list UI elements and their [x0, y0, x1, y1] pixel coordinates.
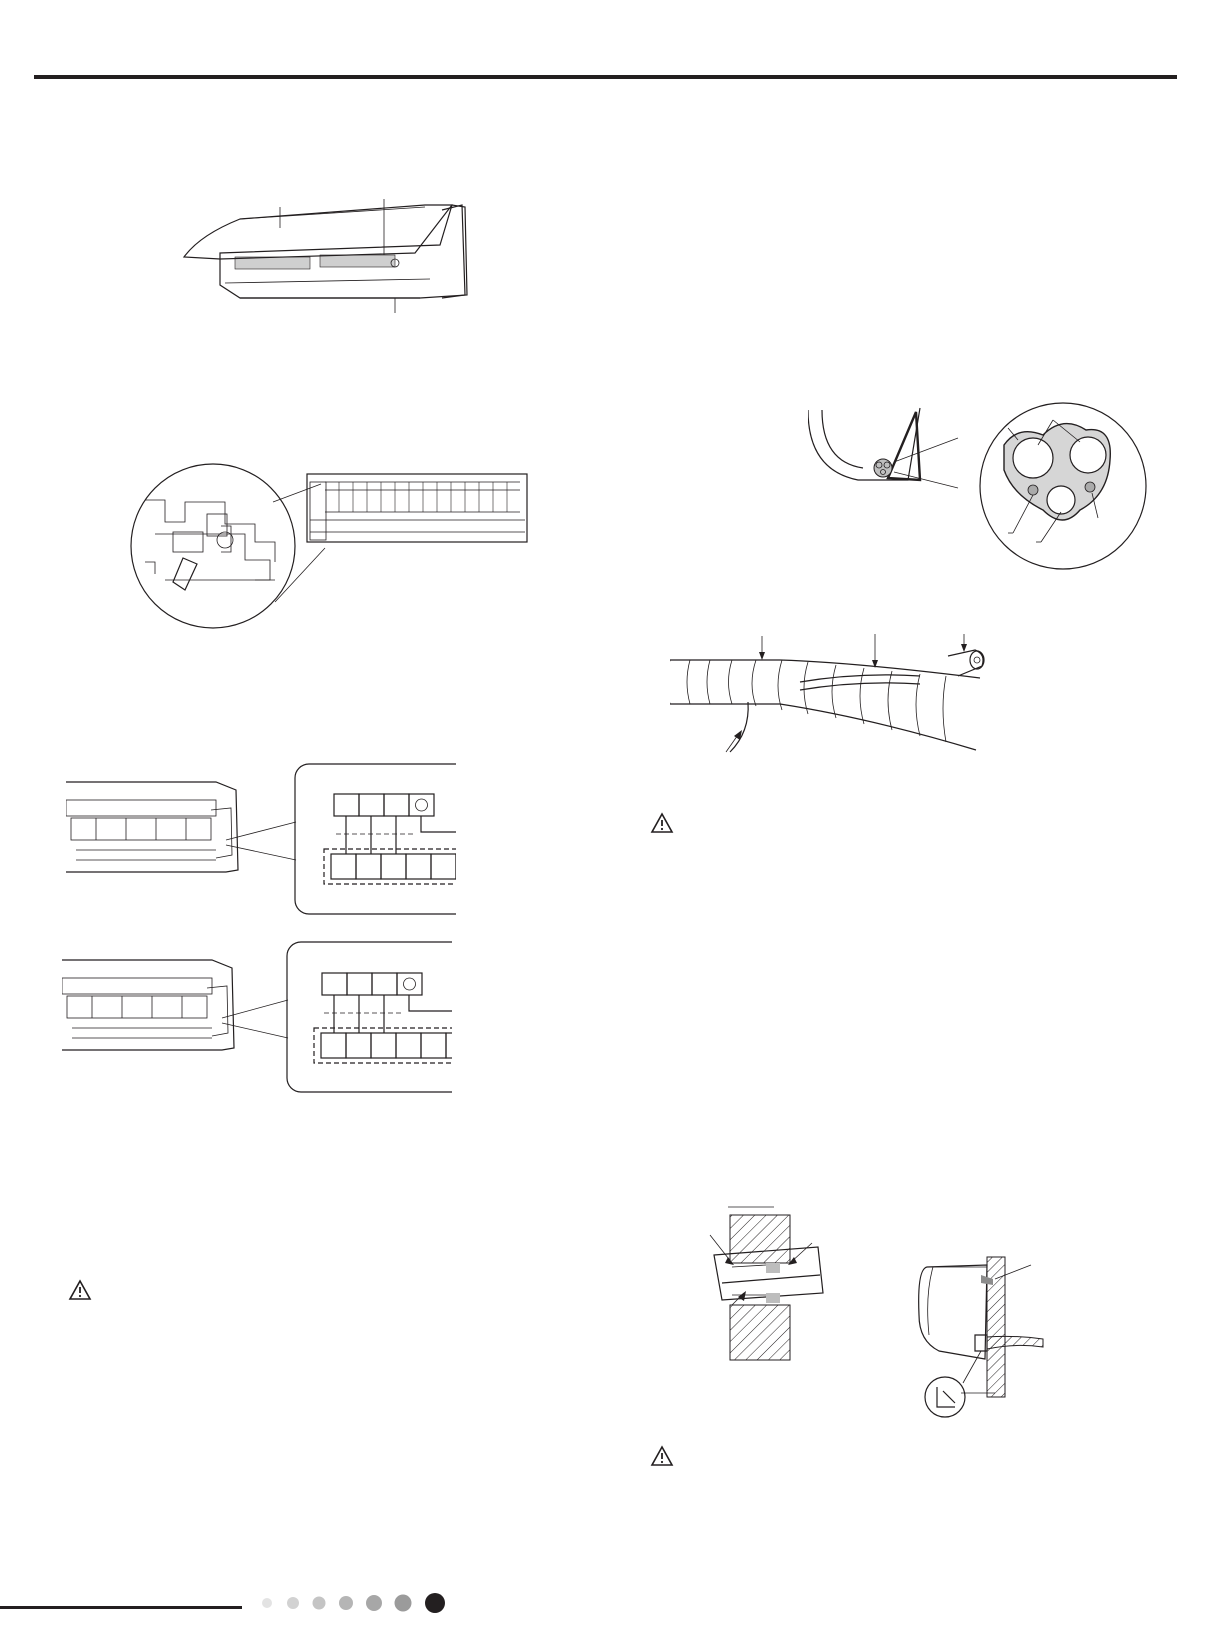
- progress-dot: [339, 1596, 353, 1610]
- warning-triangle-icon: [68, 1279, 92, 1301]
- progress-dot: [395, 1595, 412, 1612]
- warning-triangle-icon: [650, 1445, 674, 1467]
- progress-dot: [313, 1597, 326, 1610]
- pipe-wrapping-figure: [670, 632, 990, 764]
- unit-on-wall-plate-figure: [915, 1255, 1050, 1420]
- top-rule: [34, 75, 1177, 79]
- progress-dot: [366, 1595, 382, 1611]
- wall-hole-sleeve-figure: [708, 1205, 838, 1365]
- page-progress-dots: [255, 1586, 465, 1620]
- wiring-diagram-1: [66, 760, 456, 922]
- pipe-cross-section-figure: [808, 400, 1148, 575]
- bottom-rule: [0, 1606, 242, 1609]
- indoor-unit-panel-open-figure: [180, 195, 480, 315]
- progress-dot: [287, 1597, 299, 1609]
- wiring-diagram-2: [62, 938, 452, 1100]
- progress-dot: [262, 1598, 272, 1608]
- electric-box-detail-figure: [125, 462, 535, 632]
- warning-triangle-icon: [650, 812, 674, 834]
- progress-dot-active: [425, 1593, 445, 1613]
